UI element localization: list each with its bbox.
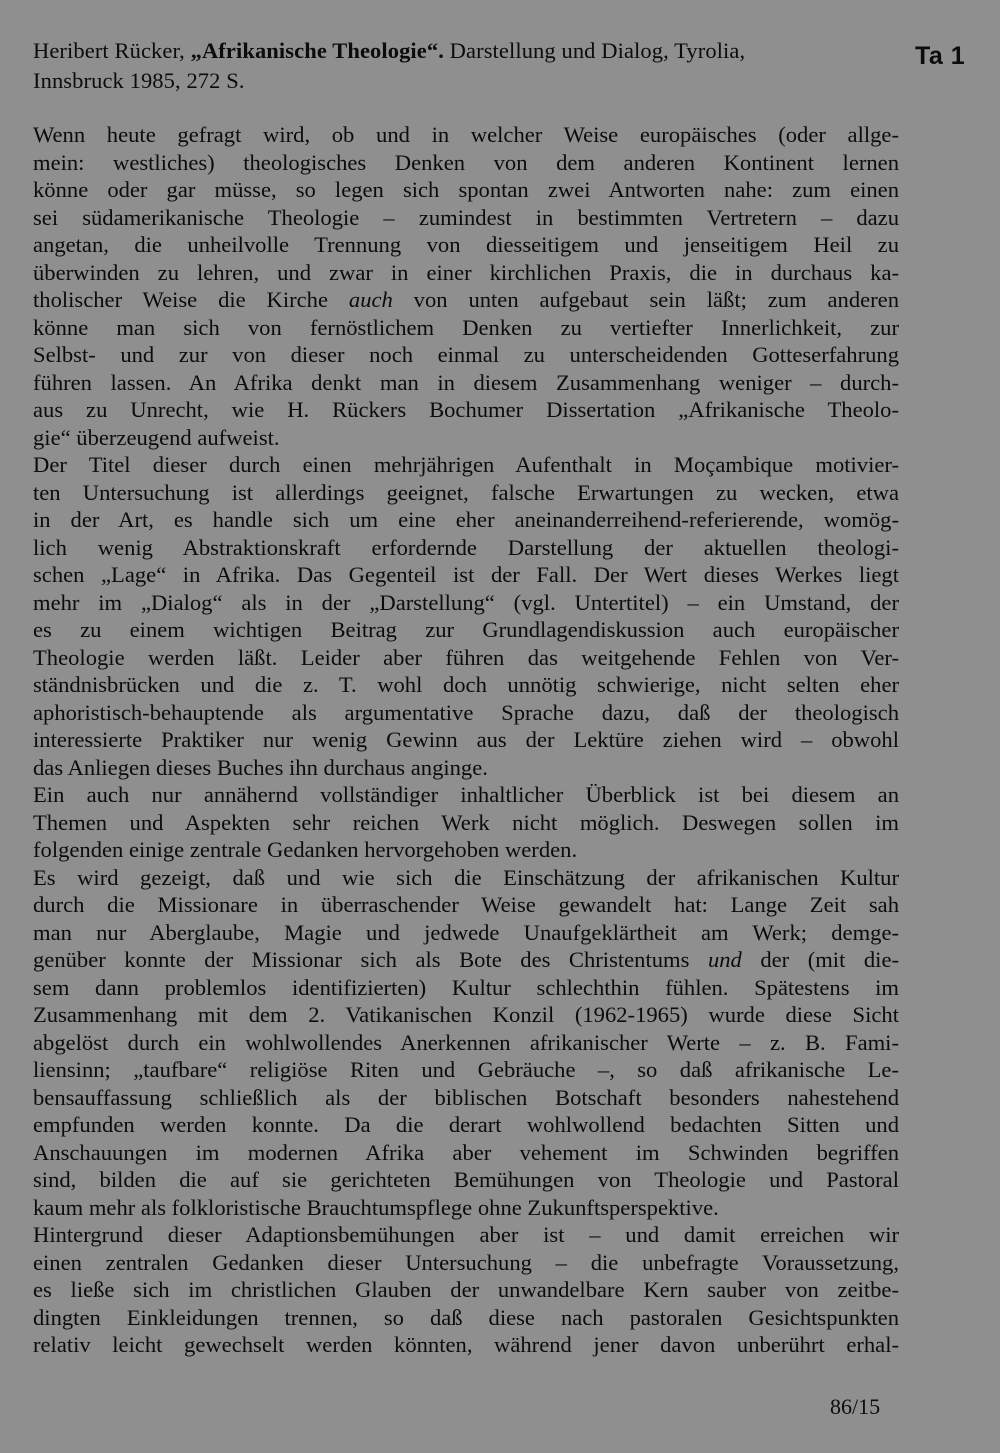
paragraph (33, 1221, 899, 1359)
text-line: dingten Einkleidungen trennen, so daß diese nach pastoralen Gesichtspunkten (33, 1304, 899, 1330)
text-line: könne oder gar müsse, so legen sich spontan zwei Antworten nahe: zum einen (33, 177, 899, 202)
text-line: Theologie werden läßt. Leider aber führen das weitgehende Fehlen von Ver- (33, 644, 899, 670)
text-line: genüber konnte der Missionar sich als Bote des Christentums und der (mit die- (33, 947, 900, 972)
text-line: relativ leicht gewechselt werden könnten, während jener davon unberührt erhal- (33, 1332, 899, 1357)
text-line: überwinden zu lehren, und zwar in einer kirchlichen Praxis, die in durchaus ka- (33, 259, 899, 285)
text-line: empfunden werden konnte. Da die derart wohlwollend bedachten Sitten und (33, 1112, 899, 1137)
text-line: Zusammenhang mit dem 2. Vatikanischen Konzil (1962-1965) wurde diese Sicht (33, 1002, 899, 1027)
bibliographic-header (33, 36, 913, 96)
text-line: das Anliegen dieses Buches ihn durchaus anginge. (33, 754, 488, 780)
text-line: sem dann problemlos identifizierten) Kultur schlechthin fühlen. Spätestens im (33, 974, 899, 1000)
text-line: man nur Aberglaube, Magie und jedwede Unaufgeklärtheit am Werk; demge- (33, 919, 899, 945)
text-line: ten Untersuchung ist allerdings geeignet, falsche Erwartungen zu wecken, etwa (33, 479, 899, 505)
text-line: einen zentralen Gedanken dieser Untersuchung – die unbefragte Voraussetzung, (33, 1249, 899, 1275)
text-line: Ein auch nur annähernd vollständiger inhaltlicher Überblick ist bei diesem an (33, 782, 899, 807)
text-line: abgelöst durch ein wohlwollendes Anerkennen afrikanischer Werte – z. B. Fami- (33, 1029, 899, 1055)
text-line: interessierte Praktiker nur wenig Gewinn aus der Lektüre ziehen wird – obwohl (33, 727, 899, 752)
text-line: aphoristisch-behauptende als argumentative Sprache dazu, daß der theologisch (33, 699, 899, 725)
text-line: Selbst- und zur von dieser noch einmal zu unterscheidenden Gotteserfahrung (33, 342, 899, 367)
header-publisher: Darstellung und Dialog, Tyrolia, (443, 38, 746, 63)
text-line: folgenden einige zentrale Gedanken hervorgehoben werden. (33, 837, 578, 862)
text-line: Anschauungen im modernen Afrika aber vehement im Schwinden begriffen (33, 1139, 899, 1165)
text-line: Themen und Aspekten sehr reichen Werk nicht möglich. Deswegen sollen im (33, 809, 899, 835)
text-line: mein: westliches) theologisches Denken von dem anderen Kontinent lernen (33, 149, 899, 175)
text-line: durch die Missionare in überraschender Weise gewandelt hat: Lange Zeit sah (33, 892, 899, 917)
header-line-2: Innsbruck 1985, 272 S. (33, 68, 245, 93)
header-line-1 (33, 36, 913, 66)
shelfmark-label: Ta 1 (915, 42, 966, 70)
text-line: kaum mehr als folkloristische Brauchtumspflege ohne Zukunftsperspektive. (33, 1194, 719, 1220)
text-line: bensauffassung schließlich als der biblischen Botschaft besonders nahestehend (33, 1084, 899, 1110)
text-line: Der Titel dieser durch einen mehrjährigen Aufenthalt in Moçambique motivier- (33, 452, 899, 477)
text-line: ständnisbrücken und die z. T. wohl doch unnötig schwierige, nicht selten eher (33, 672, 899, 697)
text-line: Wenn heute gefragt wird, ob und in welcher Weise europäisches (oder allge- (33, 122, 899, 147)
header-author: Heribert Rücker, (33, 38, 191, 63)
text-line: aus zu Unrecht, wie H. Rückers Bochumer Dissertation „Afrikanische Theolo- (33, 397, 899, 422)
text-line: liensinn; „taufbare“ religiöse Riten und Gebräuche –, so daß afrikanische Le- (33, 1057, 899, 1082)
review-body (33, 121, 899, 1359)
text-line: sind, bilden die auf sie gerichteten Bemühungen von Theologie und Pastoral (33, 1167, 899, 1192)
text-line: Hintergrund dieser Adaptionsbemühungen aber ist – und damit erreichen wir (33, 1222, 899, 1247)
paragraph (33, 781, 899, 864)
text-line: gie“ überzeugend aufweist. (33, 424, 280, 450)
paragraph (33, 451, 899, 781)
text-line: in der Art, es handle sich um eine eher aneinanderreihend-referierende, womög- (33, 507, 899, 532)
text-line: könne man sich von fernöstlichem Denken zu vertiefter Innerlichkeit, zur (33, 314, 899, 340)
text-line: es zu einem wichtigen Beitrag zur Grundlagendiskussion auch europäischer (33, 617, 899, 642)
text-line: tholischer Weise die Kirche auch von unten aufgebaut sein läßt; zum anderen (33, 287, 900, 312)
emphasis: auch (348, 287, 393, 312)
text-line: mehr im „Dialog“ als in der „Darstellung“ (vgl. Untertitel) – ein Umstand, der (33, 589, 899, 615)
text-line: es ließe sich im christlichen Glauben der unwandelbare Kern sauber von zeitbe- (33, 1277, 899, 1302)
text-line: führen lassen. An Afrika denkt man in diesem Zusammenhang weniger – durch- (33, 369, 899, 395)
text-line: Es wird gezeigt, daß und wie sich die Einschätzung der afrikanischen Kultur (33, 864, 899, 890)
page-number: 86/15 (830, 1394, 881, 1419)
emphasis: und (707, 947, 742, 972)
text-line: lich wenig Abstraktionskraft erfordernde Darstellung der aktuellen theologi- (33, 534, 899, 560)
text-line: sei südamerikanische Theologie – zumindest in bestimmten Vertretern – dazu (33, 204, 899, 230)
header-book-title: „Afrikanische Theologie“. (190, 38, 444, 63)
text-line: angetan, die unheilvolle Trennung von diesseitigem und jenseitigem Heil zu (33, 232, 899, 257)
paragraph (33, 864, 899, 1222)
paragraph (33, 121, 899, 451)
text-line: schen „Lage“ in Afrika. Das Gegenteil ist der Fall. Der Wert dieses Werkes liegt (33, 562, 899, 587)
